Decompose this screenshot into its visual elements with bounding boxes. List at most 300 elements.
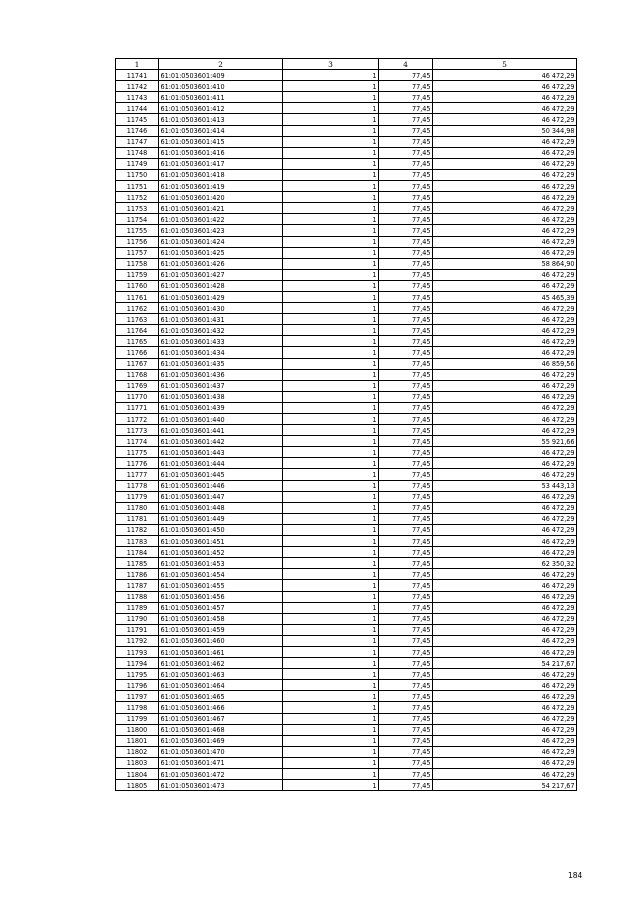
- row-number-cell: 11749: [116, 158, 159, 169]
- row-number-cell: 11743: [116, 92, 159, 103]
- area-cell: 77,45: [379, 280, 433, 291]
- row-number-cell: 11772: [116, 414, 159, 425]
- table-row: [116, 125, 577, 136]
- table-row: [116, 358, 577, 369]
- row-number-cell: 11767: [116, 358, 159, 369]
- value-cell: 46 472,29: [433, 181, 577, 192]
- cadastral-number-cell: 61:01:0503601:447: [159, 491, 283, 502]
- cadastral-number-cell: 61:01:0503601:463: [159, 669, 283, 680]
- quantity-cell: 1: [283, 480, 379, 491]
- quantity-cell: 1: [283, 635, 379, 646]
- row-number-cell: 11770: [116, 391, 159, 402]
- area-cell: 77,45: [379, 558, 433, 569]
- row-number-cell: 11783: [116, 536, 159, 547]
- row-number-cell: 11763: [116, 314, 159, 325]
- value-cell: 46 472,29: [433, 735, 577, 746]
- row-number-cell: 11789: [116, 602, 159, 613]
- table-row: [116, 547, 577, 558]
- table-row: [116, 691, 577, 702]
- cadastral-number-cell: 61:01:0503601:412: [159, 103, 283, 114]
- quantity-cell: 1: [283, 103, 379, 114]
- quantity-cell: 1: [283, 336, 379, 347]
- row-number-cell: 11774: [116, 436, 159, 447]
- area-cell: 77,45: [379, 524, 433, 535]
- cadastral-number-cell: 61:01:0503601:418: [159, 169, 283, 180]
- table-row: [116, 70, 577, 81]
- value-cell: 46 472,29: [433, 114, 577, 125]
- data-table: [115, 58, 577, 791]
- row-number-cell: 11800: [116, 724, 159, 735]
- value-cell: 58 864,90: [433, 258, 577, 269]
- quantity-cell: 1: [283, 746, 379, 757]
- row-number-cell: 11769: [116, 380, 159, 391]
- cadastral-number-cell: 61:01:0503601:473: [159, 780, 283, 791]
- value-cell: 46 472,29: [433, 414, 577, 425]
- row-number-cell: 11747: [116, 136, 159, 147]
- row-number-cell: 11750: [116, 169, 159, 180]
- quantity-cell: 1: [283, 669, 379, 680]
- value-cell: 46 472,29: [433, 369, 577, 380]
- value-cell: 46 472,29: [433, 724, 577, 735]
- cadastral-number-cell: 61:01:0503601:415: [159, 136, 283, 147]
- value-cell: 46 472,29: [433, 757, 577, 768]
- area-cell: 77,45: [379, 303, 433, 314]
- area-cell: 77,45: [379, 735, 433, 746]
- cadastral-number-cell: 61:01:0503601:441: [159, 425, 283, 436]
- row-number-cell: 11744: [116, 103, 159, 114]
- row-number-cell: 11768: [116, 369, 159, 380]
- table-row: [116, 713, 577, 724]
- table-row: [116, 147, 577, 158]
- area-cell: 77,45: [379, 602, 433, 613]
- table-row: [116, 336, 577, 347]
- area-cell: 77,45: [379, 669, 433, 680]
- quantity-cell: 1: [283, 769, 379, 780]
- row-number-cell: 11765: [116, 336, 159, 347]
- column-header-5: 5: [433, 59, 577, 70]
- value-cell: 45 465,39: [433, 291, 577, 302]
- table-row: [116, 192, 577, 203]
- area-cell: 77,45: [379, 336, 433, 347]
- area-cell: 77,45: [379, 624, 433, 635]
- column-header-1: 1: [116, 59, 159, 70]
- table-row: [116, 402, 577, 413]
- cadastral-number-cell: 61:01:0503601:470: [159, 746, 283, 757]
- area-cell: 77,45: [379, 458, 433, 469]
- table-row: [116, 624, 577, 635]
- table-row: [116, 757, 577, 768]
- row-number-cell: 11799: [116, 713, 159, 724]
- quantity-cell: 1: [283, 247, 379, 258]
- quantity-cell: 1: [283, 613, 379, 624]
- cadastral-number-cell: 61:01:0503601:446: [159, 480, 283, 491]
- cadastral-number-cell: 61:01:0503601:432: [159, 325, 283, 336]
- cadastral-number-cell: 61:01:0503601:425: [159, 247, 283, 258]
- row-number-cell: 11796: [116, 680, 159, 691]
- cadastral-number-cell: 61:01:0503601:424: [159, 236, 283, 247]
- cadastral-number-cell: 61:01:0503601:438: [159, 391, 283, 402]
- row-number-cell: 11771: [116, 402, 159, 413]
- value-cell: 46 472,29: [433, 669, 577, 680]
- value-cell: 46 472,29: [433, 303, 577, 314]
- row-number-cell: 11741: [116, 70, 159, 81]
- value-cell: 54 217,67: [433, 658, 577, 669]
- value-cell: 46 472,29: [433, 624, 577, 635]
- cadastral-number-cell: 61:01:0503601:469: [159, 735, 283, 746]
- value-cell: 46 472,29: [433, 536, 577, 547]
- header-row: [116, 59, 577, 70]
- cadastral-number-cell: 61:01:0503601:428: [159, 280, 283, 291]
- area-cell: 77,45: [379, 269, 433, 280]
- cadastral-number-cell: 61:01:0503601:454: [159, 569, 283, 580]
- row-number-cell: 11798: [116, 702, 159, 713]
- table-row: [116, 203, 577, 214]
- cadastral-number-cell: 61:01:0503601:443: [159, 447, 283, 458]
- cadastral-number-cell: 61:01:0503601:437: [159, 380, 283, 391]
- area-cell: 77,45: [379, 724, 433, 735]
- area-cell: 77,45: [379, 203, 433, 214]
- area-cell: 77,45: [379, 769, 433, 780]
- row-number-cell: 11786: [116, 569, 159, 580]
- quantity-cell: 1: [283, 691, 379, 702]
- cadastral-number-cell: 61:01:0503601:411: [159, 92, 283, 103]
- row-number-cell: 11781: [116, 513, 159, 524]
- table-row: [116, 169, 577, 180]
- value-cell: 46 472,29: [433, 769, 577, 780]
- cadastral-number-cell: 61:01:0503601:410: [159, 81, 283, 92]
- table-row: [116, 780, 577, 791]
- row-number-cell: 11795: [116, 669, 159, 680]
- column-header-4: 4: [379, 59, 433, 70]
- table-row: [116, 746, 577, 757]
- quantity-cell: 1: [283, 646, 379, 657]
- value-cell: 46 472,29: [433, 158, 577, 169]
- area-cell: 77,45: [379, 491, 433, 502]
- cadastral-number-cell: 61:01:0503601:450: [159, 524, 283, 535]
- quantity-cell: 1: [283, 358, 379, 369]
- area-cell: 77,45: [379, 757, 433, 768]
- area-cell: 77,45: [379, 358, 433, 369]
- table-row: [116, 114, 577, 125]
- area-cell: 77,45: [379, 236, 433, 247]
- quantity-cell: 1: [283, 114, 379, 125]
- cadastral-number-cell: 61:01:0503601:451: [159, 536, 283, 547]
- value-cell: 46 472,29: [433, 425, 577, 436]
- table-row: [116, 458, 577, 469]
- area-cell: 77,45: [379, 580, 433, 591]
- table-row: [116, 436, 577, 447]
- area-cell: 77,45: [379, 513, 433, 524]
- area-cell: 77,45: [379, 469, 433, 480]
- area-cell: 77,45: [379, 225, 433, 236]
- quantity-cell: 1: [283, 181, 379, 192]
- cadastral-number-cell: 61:01:0503601:465: [159, 691, 283, 702]
- table-row: [116, 380, 577, 391]
- value-cell: 46 472,29: [433, 225, 577, 236]
- row-number-cell: 11755: [116, 225, 159, 236]
- cadastral-number-cell: 61:01:0503601:413: [159, 114, 283, 125]
- table-row: [116, 325, 577, 336]
- row-number-cell: 11790: [116, 613, 159, 624]
- quantity-cell: 1: [283, 547, 379, 558]
- cadastral-number-cell: 61:01:0503601:439: [159, 402, 283, 413]
- table-row: [116, 646, 577, 657]
- row-number-cell: 11793: [116, 646, 159, 657]
- quantity-cell: 1: [283, 269, 379, 280]
- value-cell: 46 472,29: [433, 391, 577, 402]
- value-cell: 46 472,29: [433, 380, 577, 391]
- area-cell: 77,45: [379, 402, 433, 413]
- value-cell: 46 472,29: [433, 680, 577, 691]
- area-cell: 77,45: [379, 103, 433, 114]
- quantity-cell: 1: [283, 558, 379, 569]
- area-cell: 77,45: [379, 591, 433, 602]
- table-row: [116, 291, 577, 302]
- area-cell: 77,45: [379, 635, 433, 646]
- value-cell: 54 217,67: [433, 780, 577, 791]
- row-number-cell: 11780: [116, 502, 159, 513]
- area-cell: 77,45: [379, 646, 433, 657]
- quantity-cell: 1: [283, 724, 379, 735]
- cadastral-number-cell: 61:01:0503601:433: [159, 336, 283, 347]
- quantity-cell: 1: [283, 70, 379, 81]
- area-cell: 77,45: [379, 425, 433, 436]
- row-number-cell: 11746: [116, 125, 159, 136]
- area-cell: 77,45: [379, 192, 433, 203]
- table-row: [116, 369, 577, 380]
- value-cell: 46 472,29: [433, 547, 577, 558]
- table-row: [116, 635, 577, 646]
- value-cell: 46 472,29: [433, 325, 577, 336]
- cadastral-number-cell: 61:01:0503601:448: [159, 502, 283, 513]
- area-cell: 77,45: [379, 114, 433, 125]
- value-cell: 46 472,29: [433, 591, 577, 602]
- row-number-cell: 11804: [116, 769, 159, 780]
- cadastral-number-cell: 61:01:0503601:434: [159, 347, 283, 358]
- row-number-cell: 11791: [116, 624, 159, 635]
- cadastral-number-cell: 61:01:0503601:461: [159, 646, 283, 657]
- quantity-cell: 1: [283, 524, 379, 535]
- cadastral-number-cell: 61:01:0503601:467: [159, 713, 283, 724]
- cadastral-number-cell: 61:01:0503601:422: [159, 214, 283, 225]
- area-cell: 77,45: [379, 547, 433, 558]
- cadastral-number-cell: 61:01:0503601:442: [159, 436, 283, 447]
- value-cell: 46 472,29: [433, 458, 577, 469]
- quantity-cell: 1: [283, 225, 379, 236]
- area-cell: 77,45: [379, 746, 433, 757]
- table-row: [116, 469, 577, 480]
- cadastral-number-cell: 61:01:0503601:435: [159, 358, 283, 369]
- row-number-cell: 11801: [116, 735, 159, 746]
- cadastral-number-cell: 61:01:0503601:445: [159, 469, 283, 480]
- quantity-cell: 1: [283, 81, 379, 92]
- quantity-cell: 1: [283, 280, 379, 291]
- quantity-cell: 1: [283, 402, 379, 413]
- table-row: [116, 236, 577, 247]
- cadastral-number-cell: 61:01:0503601:460: [159, 635, 283, 646]
- table-row: [116, 658, 577, 669]
- row-number-cell: 11764: [116, 325, 159, 336]
- row-number-cell: 11777: [116, 469, 159, 480]
- row-number-cell: 11751: [116, 181, 159, 192]
- quantity-cell: 1: [283, 380, 379, 391]
- cadastral-number-cell: 61:01:0503601:414: [159, 125, 283, 136]
- value-cell: 46 472,29: [433, 402, 577, 413]
- value-cell: 46 472,29: [433, 613, 577, 624]
- quantity-cell: 1: [283, 425, 379, 436]
- table-row: [116, 602, 577, 613]
- cadastral-number-cell: 61:01:0503601:458: [159, 613, 283, 624]
- quantity-cell: 1: [283, 702, 379, 713]
- cadastral-number-cell: 61:01:0503601:449: [159, 513, 283, 524]
- area-cell: 77,45: [379, 436, 433, 447]
- row-number-cell: 11794: [116, 658, 159, 669]
- area-cell: 77,45: [379, 247, 433, 258]
- table-row: [116, 81, 577, 92]
- area-cell: 77,45: [379, 613, 433, 624]
- cadastral-number-cell: 61:01:0503601:409: [159, 70, 283, 81]
- table-row: [116, 347, 577, 358]
- row-number-cell: 11788: [116, 591, 159, 602]
- area-cell: 77,45: [379, 291, 433, 302]
- area-cell: 77,45: [379, 325, 433, 336]
- value-cell: 46 472,29: [433, 92, 577, 103]
- area-cell: 77,45: [379, 658, 433, 669]
- area-cell: 77,45: [379, 502, 433, 513]
- value-cell: 46 472,29: [433, 103, 577, 114]
- area-cell: 77,45: [379, 70, 433, 81]
- area-cell: 77,45: [379, 536, 433, 547]
- area-cell: 77,45: [379, 391, 433, 402]
- cadastral-number-cell: 61:01:0503601:462: [159, 658, 283, 669]
- cadastral-number-cell: 61:01:0503601:472: [159, 769, 283, 780]
- area-cell: 77,45: [379, 569, 433, 580]
- quantity-cell: 1: [283, 414, 379, 425]
- value-cell: 62 350,32: [433, 558, 577, 569]
- cadastral-number-cell: 61:01:0503601:431: [159, 314, 283, 325]
- table-row: [116, 735, 577, 746]
- value-cell: 46 472,29: [433, 491, 577, 502]
- row-number-cell: 11758: [116, 258, 159, 269]
- table-row: [116, 136, 577, 147]
- table-row: [116, 524, 577, 535]
- value-cell: 46 472,29: [433, 702, 577, 713]
- value-cell: 46 472,29: [433, 469, 577, 480]
- value-cell: 46 472,29: [433, 447, 577, 458]
- cadastral-number-cell: 61:01:0503601:468: [159, 724, 283, 735]
- row-number-cell: 11776: [116, 458, 159, 469]
- value-cell: 46 472,29: [433, 513, 577, 524]
- cadastral-number-cell: 61:01:0503601:419: [159, 181, 283, 192]
- value-cell: 46 472,29: [433, 746, 577, 757]
- quantity-cell: 1: [283, 713, 379, 724]
- table-row: [116, 258, 577, 269]
- cadastral-number-cell: 61:01:0503601:436: [159, 369, 283, 380]
- value-cell: 46 472,29: [433, 713, 577, 724]
- value-cell: 55 921,66: [433, 436, 577, 447]
- quantity-cell: 1: [283, 658, 379, 669]
- value-cell: 46 472,29: [433, 280, 577, 291]
- quantity-cell: 1: [283, 303, 379, 314]
- cadastral-number-cell: 61:01:0503601:417: [159, 158, 283, 169]
- value-cell: 53 443,13: [433, 480, 577, 491]
- table-row: [116, 491, 577, 502]
- column-header-3: 3: [283, 59, 379, 70]
- row-number-cell: 11759: [116, 269, 159, 280]
- value-cell: 46 472,29: [433, 580, 577, 591]
- row-number-cell: 11742: [116, 81, 159, 92]
- quantity-cell: 1: [283, 214, 379, 225]
- cadastral-number-cell: 61:01:0503601:427: [159, 269, 283, 280]
- quantity-cell: 1: [283, 192, 379, 203]
- area-cell: 77,45: [379, 347, 433, 358]
- table-row: [116, 569, 577, 580]
- table-row: [116, 513, 577, 524]
- quantity-cell: 1: [283, 513, 379, 524]
- row-number-cell: 11805: [116, 780, 159, 791]
- value-cell: 46 472,29: [433, 602, 577, 613]
- cadastral-number-cell: 61:01:0503601:459: [159, 624, 283, 635]
- table-row: [116, 314, 577, 325]
- value-cell: 46 472,29: [433, 70, 577, 81]
- row-number-cell: 11803: [116, 757, 159, 768]
- table-row: [116, 103, 577, 114]
- area-cell: 77,45: [379, 780, 433, 791]
- table-row: [116, 425, 577, 436]
- cadastral-number-cell: 61:01:0503601:421: [159, 203, 283, 214]
- cadastral-number-cell: 61:01:0503601:420: [159, 192, 283, 203]
- quantity-cell: 1: [283, 391, 379, 402]
- cadastral-number-cell: 61:01:0503601:471: [159, 757, 283, 768]
- area-cell: 77,45: [379, 380, 433, 391]
- row-number-cell: 11782: [116, 524, 159, 535]
- table-row: [116, 158, 577, 169]
- quantity-cell: 1: [283, 203, 379, 214]
- quantity-cell: 1: [283, 602, 379, 613]
- row-number-cell: 11773: [116, 425, 159, 436]
- row-number-cell: 11792: [116, 635, 159, 646]
- table-row: [116, 769, 577, 780]
- cadastral-number-cell: 61:01:0503601:464: [159, 680, 283, 691]
- cadastral-number-cell: 61:01:0503601:444: [159, 458, 283, 469]
- table-row: [116, 181, 577, 192]
- row-number-cell: 11753: [116, 203, 159, 214]
- area-cell: 77,45: [379, 369, 433, 380]
- cadastral-number-cell: 61:01:0503601:453: [159, 558, 283, 569]
- table-row: [116, 303, 577, 314]
- row-number-cell: 11797: [116, 691, 159, 702]
- value-cell: 46 472,29: [433, 646, 577, 657]
- value-cell: 46 472,29: [433, 192, 577, 203]
- area-cell: 77,45: [379, 447, 433, 458]
- area-cell: 77,45: [379, 713, 433, 724]
- cadastral-number-cell: 61:01:0503601:430: [159, 303, 283, 314]
- quantity-cell: 1: [283, 436, 379, 447]
- area-cell: 77,45: [379, 691, 433, 702]
- quantity-cell: 1: [283, 580, 379, 591]
- area-cell: 77,45: [379, 680, 433, 691]
- quantity-cell: 1: [283, 258, 379, 269]
- cadastral-number-cell: 61:01:0503601:416: [159, 147, 283, 158]
- table-row: [116, 680, 577, 691]
- quantity-cell: 1: [283, 780, 379, 791]
- table-row: [116, 669, 577, 680]
- table-row: [116, 702, 577, 713]
- value-cell: 46 859,56: [433, 358, 577, 369]
- row-number-cell: 11745: [116, 114, 159, 125]
- quantity-cell: 1: [283, 469, 379, 480]
- cadastral-number-cell: 61:01:0503601:423: [159, 225, 283, 236]
